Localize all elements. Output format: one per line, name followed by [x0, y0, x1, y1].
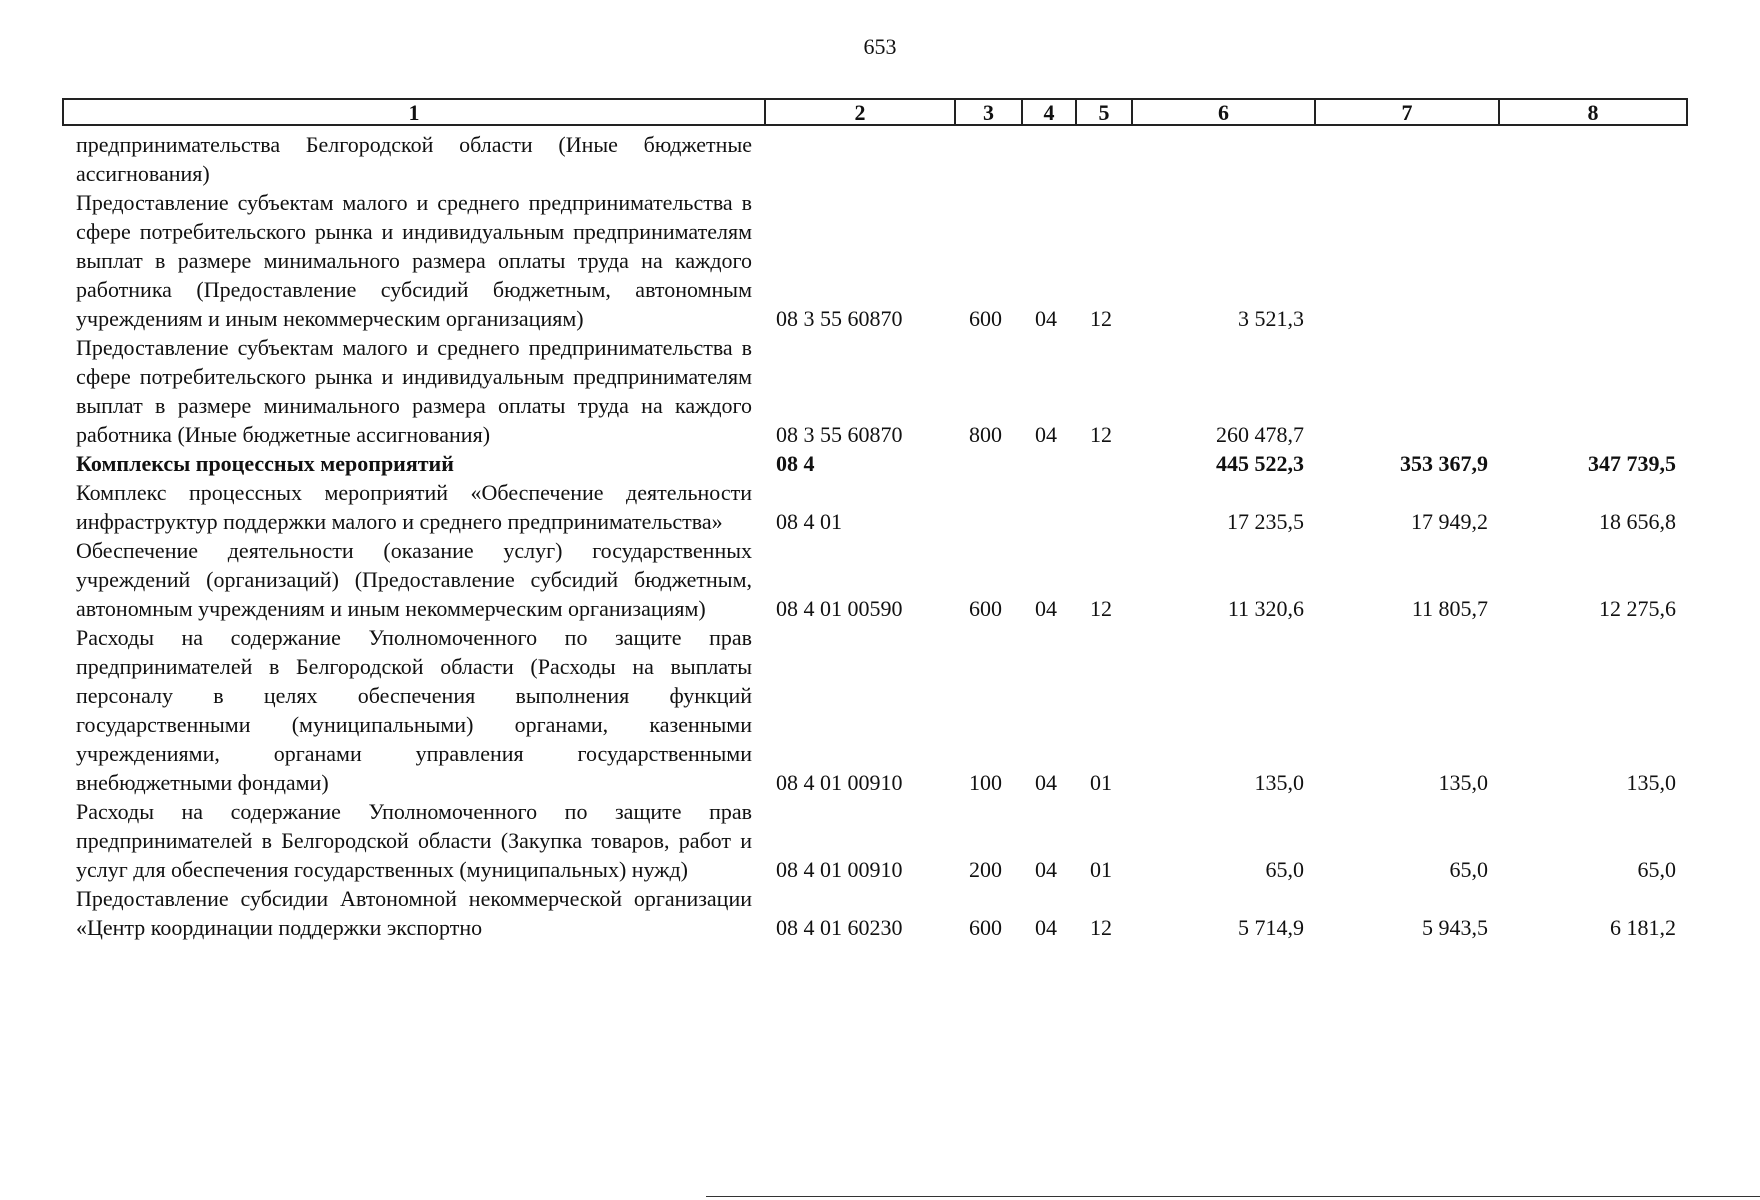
table-row	[62, 130, 1684, 188]
row-code: 08 3 55 60870	[776, 422, 903, 447]
row-value-8: 65,0	[1637, 857, 1676, 882]
table-row	[62, 623, 1684, 797]
header-col-7: 7	[1314, 100, 1498, 124]
row-description: предпринимательства Белгородской области (Иные бюджетные ассигнования)	[76, 132, 752, 186]
row-value-6: 65,0	[1265, 857, 1304, 882]
row-value-7: 5 943,5	[1422, 915, 1488, 940]
row-rz: 04	[1035, 915, 1057, 940]
row-code: 08 4 01	[776, 509, 842, 534]
row-value-7: 353 367,9	[1400, 451, 1488, 476]
row-rz: 04	[1035, 857, 1057, 882]
bottom-rule	[706, 1196, 1760, 1197]
row-description: Обеспечение деятельности (оказание услуг) государственных учреждений (организаций) (Предоставление субсидий бюджетным, автономным учреждениям и иным некоммерческим организациям)	[76, 538, 752, 621]
row-value-6: 17 235,5	[1227, 509, 1304, 534]
row-description: Предоставление субсидии Автономной некоммерческой организации «Центр координации поддержки экспортно	[76, 886, 752, 940]
header-col-3: 3	[954, 100, 1021, 124]
header-col-8: 8	[1498, 100, 1686, 124]
row-value-8: 135,0	[1626, 770, 1676, 795]
row-description: Комплекс процессных мероприятий «Обеспечение деятельности инфраструктур поддержки малого и среднего предпринимательства»	[76, 480, 752, 534]
table-row	[62, 536, 1684, 623]
row-code: 08 4 01 00910	[776, 857, 903, 882]
table-row	[62, 333, 1684, 449]
row-vr: 600	[969, 596, 1002, 621]
row-description: Расходы на содержание Уполномоченного по защите прав предпринимателей в Белгородской области (Закупка товаров, работ и услуг для обеспечения государственных (муниципальных) нужд)	[76, 799, 752, 882]
row-code: 08 4	[776, 451, 815, 476]
table-row	[62, 884, 1684, 942]
row-pr: 12	[1090, 422, 1112, 447]
row-pr: 12	[1090, 915, 1112, 940]
row-description: Расходы на содержание Уполномоченного по защите прав предпринимателей в Белгородской области (Расходы на выплаты персоналу в целях обеспечения выполнения функций государственными (муниципальными) органами, казенными учреждениями, органами управления государственными внебюджетными фондами)	[76, 625, 752, 795]
row-value-6: 135,0	[1254, 770, 1304, 795]
row-pr: 01	[1090, 770, 1112, 795]
row-value-6: 260 478,7	[1216, 422, 1304, 447]
row-value-6: 3 521,3	[1238, 306, 1304, 331]
page-number: 653	[863, 34, 897, 59]
table-row	[62, 449, 1684, 478]
row-vr: 200	[969, 857, 1002, 882]
row-code: 08 4 01 60230	[776, 915, 903, 940]
row-pr: 01	[1090, 857, 1112, 882]
table-row	[62, 188, 1684, 333]
row-description: Предоставление субъектам малого и среднего предпринимательства в сфере потребительского рынка и индивидуальным предпринимателям выплат в размере минимального размера оплаты труда на каждого работника (Иные бюджетные ассигнования)	[76, 335, 752, 447]
row-description: Предоставление субъектам малого и среднего предпринимательства в сфере потребительского рынка и индивидуальным предпринимателям выплат в размере минимального размера оплаты труда на каждого работника (Предоставление субсидий бюджетным, автономным учреждениям и иным некоммерческим организациям)	[76, 190, 752, 331]
row-vr: 100	[969, 770, 1002, 795]
row-vr: 600	[969, 915, 1002, 940]
row-rz: 04	[1035, 306, 1057, 331]
row-value-8: 12 275,6	[1599, 596, 1676, 621]
header-col-5: 5	[1075, 100, 1131, 124]
row-value-7: 135,0	[1438, 770, 1488, 795]
header-col-6: 6	[1131, 100, 1314, 124]
table-header	[62, 98, 1688, 126]
row-rz: 04	[1035, 770, 1057, 795]
row-value-7: 17 949,2	[1411, 509, 1488, 534]
header-col-2: 2	[764, 100, 954, 124]
row-code: 08 4 01 00910	[776, 770, 903, 795]
table-row	[62, 478, 1684, 536]
row-value-7: 11 805,7	[1411, 596, 1488, 621]
row-description: Комплексы процессных мероприятий	[76, 451, 454, 476]
row-rz: 04	[1035, 422, 1057, 447]
row-value-6: 5 714,9	[1238, 915, 1304, 940]
row-vr: 800	[969, 422, 1002, 447]
row-code: 08 3 55 60870	[776, 306, 903, 331]
header-col-4: 4	[1021, 100, 1075, 124]
row-rz: 04	[1035, 596, 1057, 621]
row-value-6: 445 522,3	[1216, 451, 1304, 476]
header-col-1: 1	[408, 100, 420, 125]
row-value-8: 6 181,2	[1610, 915, 1676, 940]
row-pr: 12	[1090, 306, 1112, 331]
row-code: 08 4 01 00590	[776, 596, 903, 621]
row-value-7: 65,0	[1449, 857, 1488, 882]
row-value-8: 347 739,5	[1588, 451, 1676, 476]
row-vr: 600	[969, 306, 1002, 331]
table-row	[62, 797, 1684, 884]
row-pr: 12	[1090, 596, 1112, 621]
row-value-6: 11 320,6	[1227, 596, 1304, 621]
table-body	[62, 130, 1684, 942]
row-value-8: 18 656,8	[1599, 509, 1676, 534]
